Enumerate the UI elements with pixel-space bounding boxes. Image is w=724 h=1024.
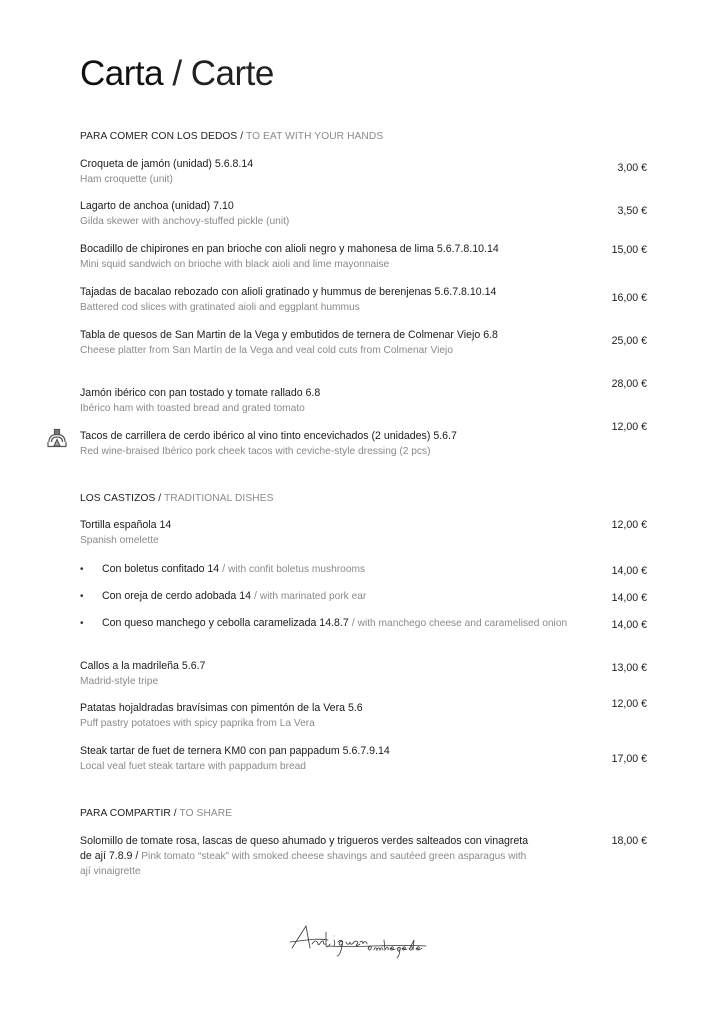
heading-separator: / [170,808,180,819]
option-separator: / [219,563,229,575]
menu-item [80,701,585,731]
item-price: 3,00 € [617,162,647,174]
menu-item [80,242,585,272]
item-name-en: Puff pastry potatoes with spicy paprika from La Vera [80,718,315,729]
item-name-en: Ham croquette (unit) [80,174,173,185]
item-name-es: Croqueta de jamón (unidad) 5.6.8.14 [80,158,254,170]
item-name-en: Battered cod slices with gratinated aioli and eggplant hummus [80,302,360,313]
menu-item [80,199,585,229]
menu-item [80,386,585,416]
item-name-es: Callos a la madrileña 5.6.7 [80,660,206,672]
item-name-es: Solomillo de tomate rosa, lascas de queso ahumado y trigueros verdes salteados con vinagreta de ají 7.8.9 [80,835,529,862]
menu-item [80,834,530,879]
item-name-es: Steak tartar de fuet de ternera KM0 con pan pappadum 5.6.7.9.14 [80,745,390,757]
item-price: 28,00 € [611,378,647,390]
tortilla-option [80,589,585,604]
item-name-es: Bocadillo de chipirones en pan brioche con alioli negro y mahonesa de lima 5.6.7.8.10.14 [80,243,499,255]
menu-item [80,328,530,358]
option-es: Con boletus confitado 14 [102,563,220,575]
item-separator: / [132,850,142,862]
item-price: 15,00 € [611,244,647,256]
item-name-en: Spanish omelette [80,535,159,546]
item-name-en: Madrid-style tripe [80,676,159,687]
item-name-en: Local veal fuet steak tartare with pappadum bread [80,761,306,772]
option-en: with manchego cheese and caramelised onion [357,618,568,629]
item-price: 13,00 € [611,662,647,674]
item-price: 3,50 € [617,205,647,217]
tortilla-option [80,562,585,577]
option-es: Con queso manchego y cebolla caramelizada 14.8.7 [102,617,349,629]
tortilla-option [80,616,585,631]
option-en: with confit boletus mushrooms [228,564,366,575]
heading-es: PARA COMPARTIR [80,808,171,819]
item-name-en: Ibérico ham with toasted bread and grated tomato [80,403,305,414]
title-separator: / [163,54,191,93]
option-separator: / [251,590,260,602]
item-name-es: Patatas hojaldradas bravísimas con pimentón de la Vera 5.6 [80,702,363,714]
menu-item [80,744,585,774]
item-price: 14,00 € [611,592,647,604]
item-price: 25,00 € [611,335,647,347]
item-name-en: Mini squid sandwich on brioche with black aioli and lime mayonnaise [80,259,390,270]
item-price: 14,00 € [611,565,647,577]
option-en: with marinated pork ear [259,591,367,602]
item-name-en: Pink tomato “steak” with smoked cheese shavings and sautéed green asparagus with ají vinaigrette [80,851,527,877]
item-price: 12,00 € [611,421,647,433]
title-es: Carta [80,54,164,93]
signature-logo [288,922,433,962]
wood-oven-icon [46,428,68,450]
item-name-en: Red wine-braised Ibérico pork cheek tacos with ceviche-style dressing (2 pcs) [80,446,431,457]
heading-en: TRADITIONAL DISHES [163,493,274,504]
section-heading-finger-food [80,130,383,143]
item-name-es: Jamón ibérico con pan tostado y tomate rallado 6.8 [80,387,321,399]
heading-en: TO SHARE [179,808,233,819]
option-es: Con oreja de cerdo adobada 14 [102,590,252,602]
item-name-es: Tajadas de bacalao rebozado con alioli gratinado y hummus de berenjenas 5.6.7.8.10.14 [80,286,497,298]
section-heading-to-share [80,807,232,820]
item-price: 14,00 € [611,619,647,631]
item-price: 17,00 € [611,753,647,765]
heading-en: TO EAT WITH YOUR HANDS [245,131,384,142]
section-heading-traditional [80,492,274,505]
item-name-en: Gilda skewer with anchovy-stuffed pickle (unit) [80,216,290,227]
item-name-en: Cheese platter from San Martín de la Vega and veal cold cuts from Colmenar Viejo [80,345,453,356]
item-price: 18,00 € [611,835,647,847]
item-price: 16,00 € [611,292,647,304]
item-name-es: Tabla de quesos de San Martin de la Vega y embutidos de ternera de Colmenar Viejo 6.8 [80,329,498,341]
item-name-es: Tortilla española 14 [80,519,172,531]
menu-item [80,157,585,187]
heading-separator: / [237,131,246,142]
bullet: • [80,591,84,602]
heading-es: LOS CASTIZOS [80,493,156,504]
bullet: • [80,564,84,575]
page-title [80,52,274,96]
heading-es: PARA COMER CON LOS DEDOS [80,131,238,142]
menu-item [80,518,585,548]
item-name-es: Tacos de carrillera de cerdo ibérico al vino tinto encevichados (2 unidades) 5.6.7 [80,430,457,442]
option-separator: / [348,617,358,629]
heading-separator: / [155,493,164,504]
item-name-es: Lagarto de anchoa (unidad) 7.10 [80,200,234,212]
menu-item [80,429,585,459]
menu-item [80,659,585,689]
title-fr: Carte [190,54,274,93]
item-price: 12,00 € [611,519,647,531]
item-price: 12,00 € [611,698,647,710]
menu-item [80,285,585,315]
bullet: • [80,618,84,629]
